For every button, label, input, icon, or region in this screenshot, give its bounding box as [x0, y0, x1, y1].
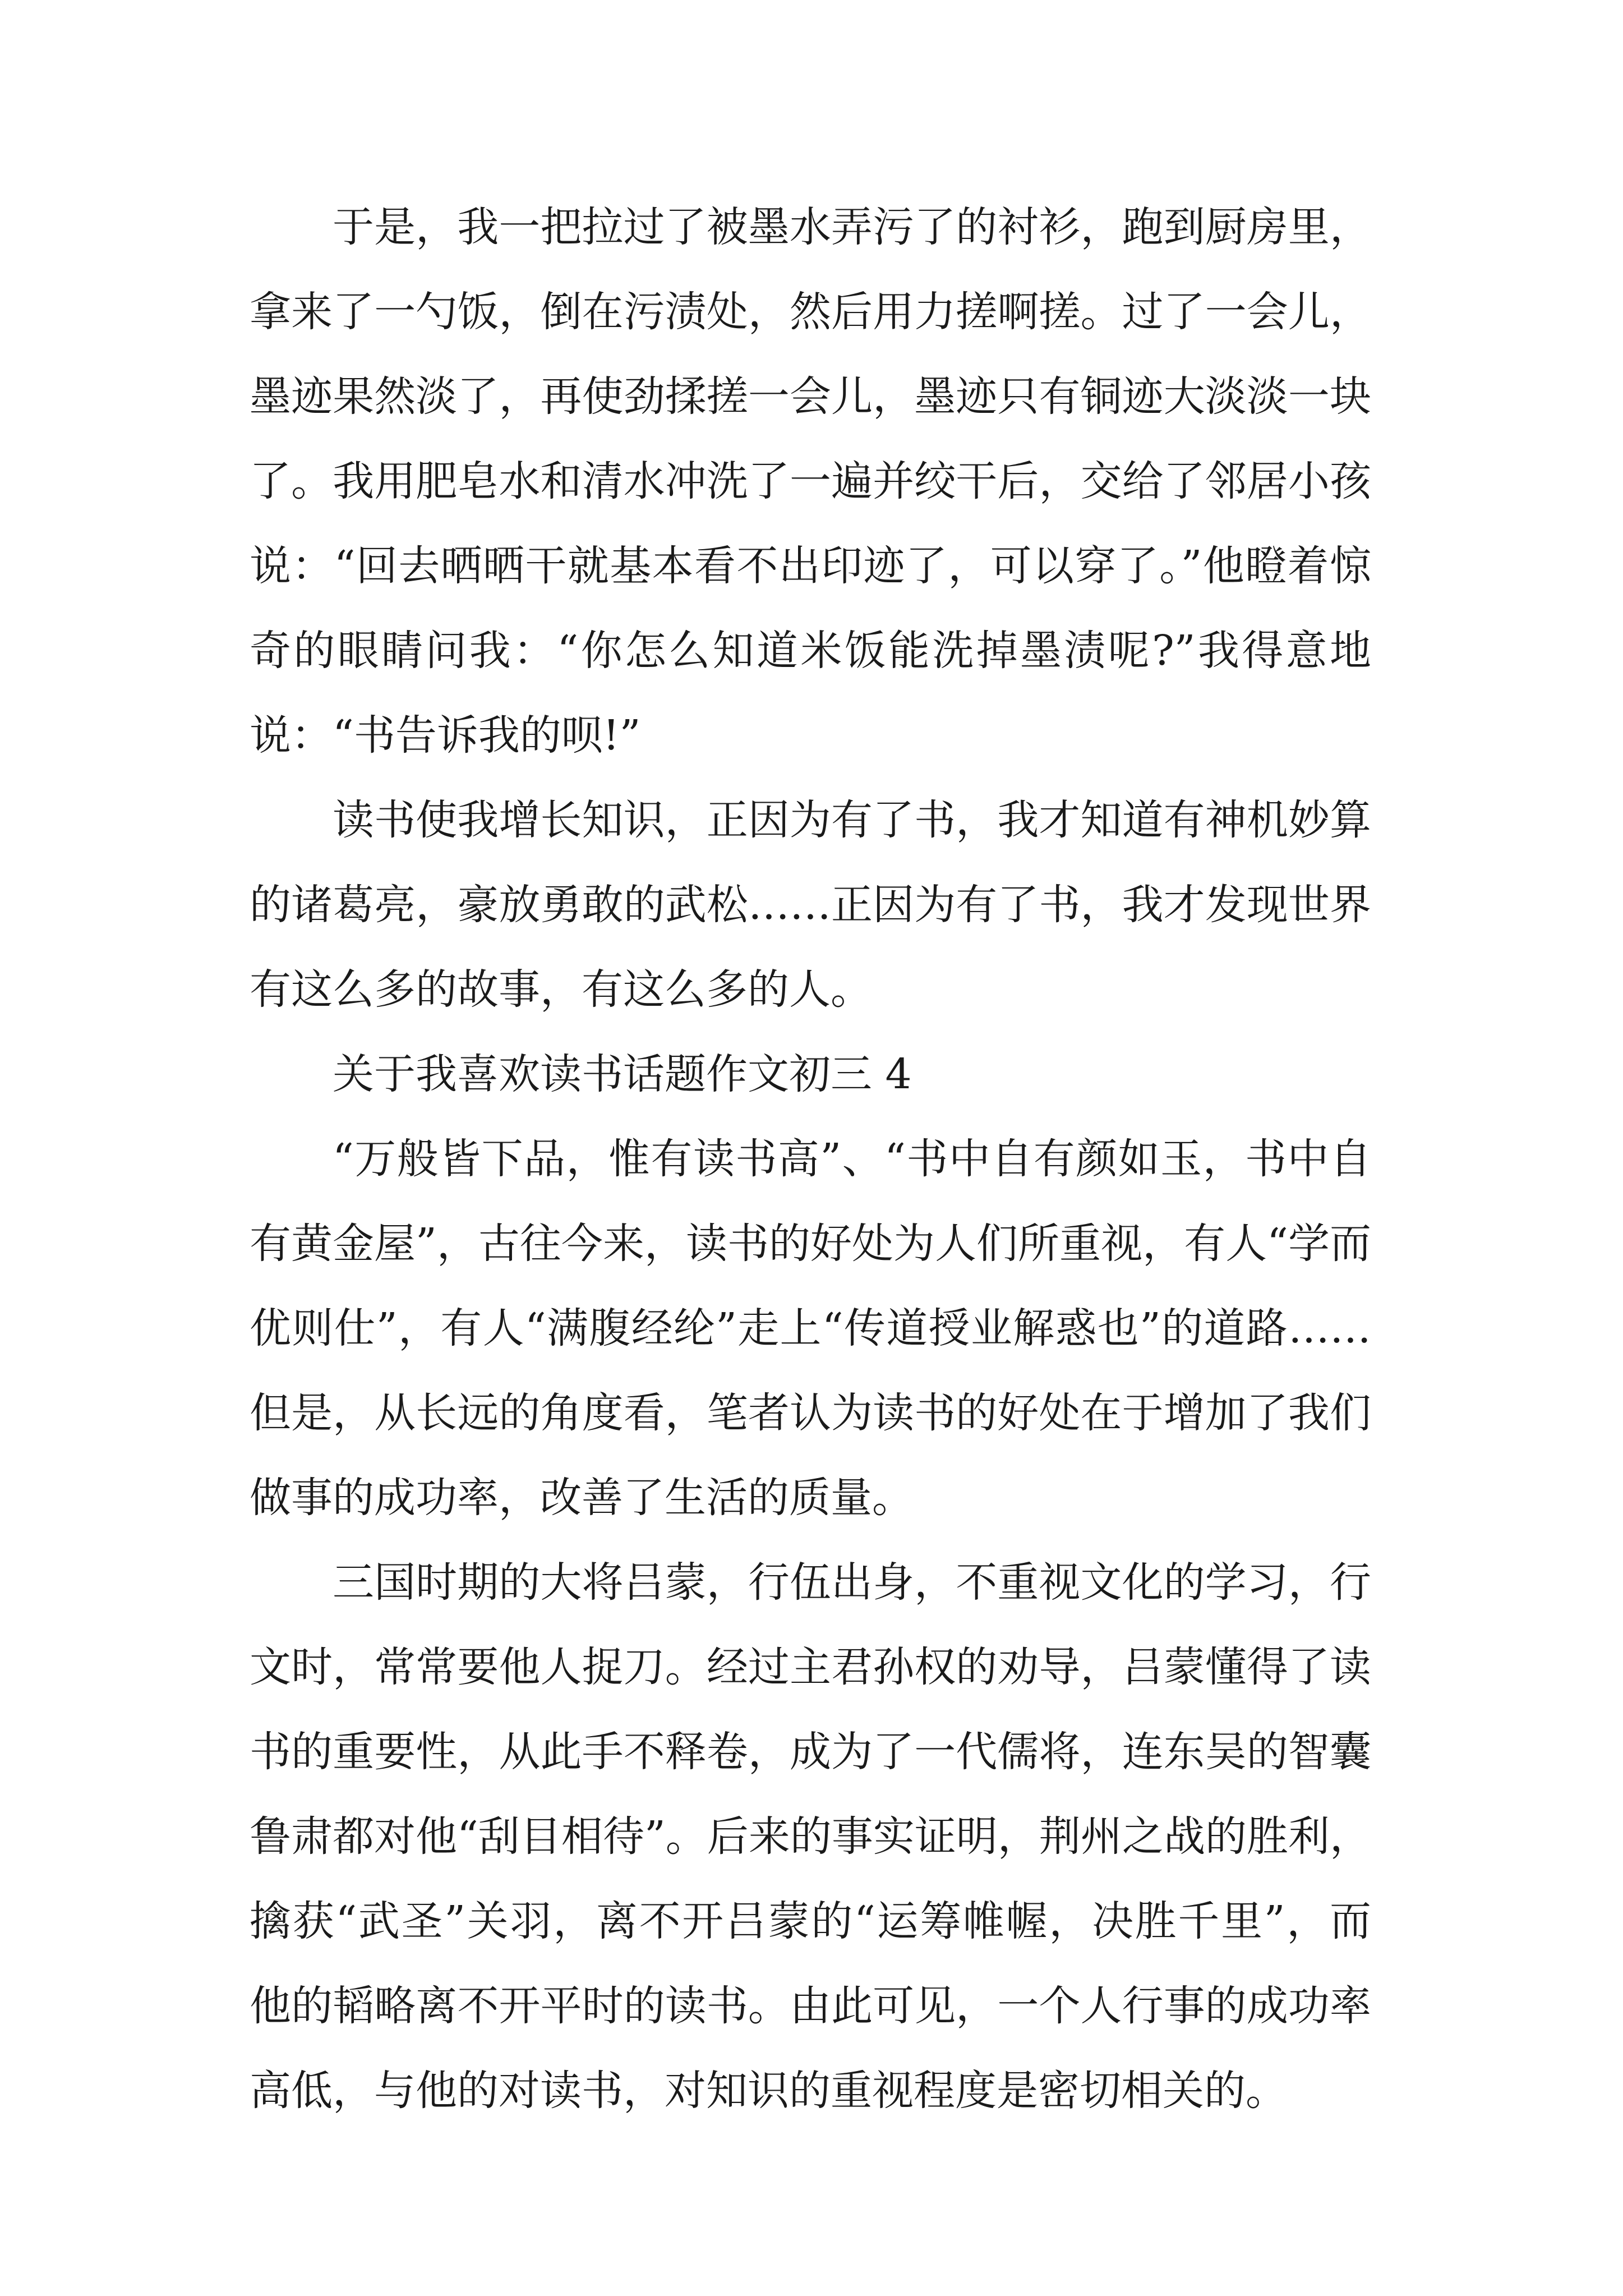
- paragraph-benefits-of-reading: “万般皆下品，惟有读书高”、“书中自有颜如玉，书中自有黄金屋”，古往今来，读书的好处为人们所重视，有人“学而优则仕”，有人“满腹经纶”走上“传道授业解惑也”的道路……但是，从长远的角度看，笔者认为读书的好处在于增加了我们做事的成功率，改善了生活的质量。: [250, 1135, 1371, 1522]
- paragraph-reading-knowledge: 读书使我增长知识，正因为有了书，我才知道有神机妙算的诸葛亮，豪放勇敢的武松……正因为有了书，我才发现世界有这么多的故事，有这么多的人。: [250, 796, 1371, 1014]
- section-heading: 关于我喜欢读书话题作文初三 4: [333, 1050, 912, 1098]
- paragraph-lu-meng: 三国时期的大将吕蒙，行伍出身，不重视文化的学习，行文时，常常要他人捉刀。经过主君孙权的劝导，吕蒙懂得了读书的重要性，从此手不释卷，成为了一代儒将，连东吴的智囊鲁肃都对他“刮目相待”。后来的事实证明，荆州之战的胜利，擒获“武圣”关羽，离不开吕蒙的“运筹帷幄，决胜千里”，而他的韬略离不开平时的读书。由此可见，一个人行事的成功率高低，与他的对读书，对知识的重视程度是密切相关的。: [250, 1558, 1371, 2115]
- document-body: [250, 185, 1371, 2133]
- paragraph-ink-stain: 于是，我一把拉过了被墨水弄污了的衬衫，跑到厨房里，拿来了一勺饭，倒在污渍处，然后用力搓啊搓。过了一会儿，墨迹果然淡了，再使劲揉搓一会儿，墨迹只有铜迹大淡淡一块了。我用肥皂水和清水冲洗了一遍并绞干后，交给了邻居小孩说：“回去晒晒干就基本看不出印迹了，可以穿了。”他瞪着惊奇的眼睛问我：“你怎么知道米饭能洗掉墨渍呢?”我得意地说：“书告诉我的呗!”: [250, 203, 1371, 760]
